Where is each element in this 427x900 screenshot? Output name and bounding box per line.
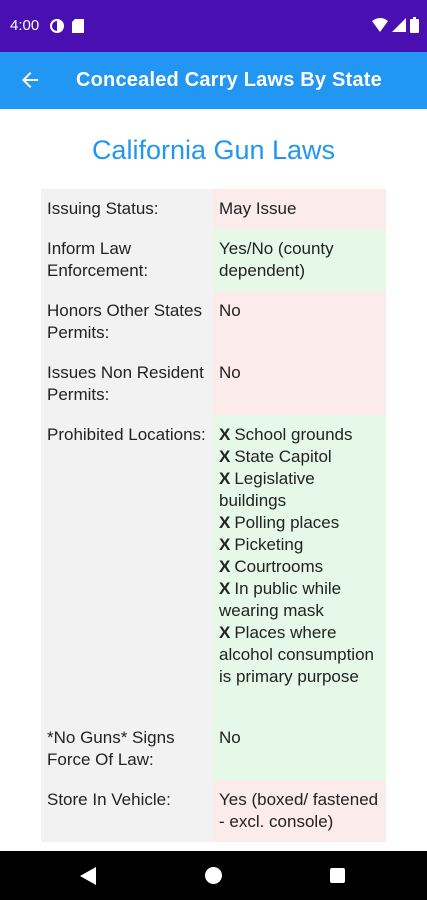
location-text: In public while wearing mask [219, 579, 342, 620]
location-text: Places where alcohol consumption is primary purpose [219, 623, 374, 686]
nav-back-icon[interactable] [80, 867, 96, 885]
law-value: No [213, 353, 386, 415]
navigation-bar [0, 851, 427, 900]
x-mark: X [219, 513, 231, 532]
x-mark: X [219, 447, 231, 466]
battery-icon [410, 17, 419, 33]
x-mark: X [219, 469, 231, 488]
sd-card-icon [72, 19, 84, 33]
location-text: Legislative buildings [219, 469, 315, 510]
list-item [219, 468, 380, 512]
location-text: State Capitol [234, 447, 332, 466]
law-label: Store In Vehicle: [41, 780, 213, 842]
x-mark: X [219, 623, 231, 642]
nav-home-icon[interactable] [205, 867, 222, 884]
list-item [219, 424, 380, 446]
law-row-prohibited-locations [41, 415, 386, 718]
x-mark: X [219, 535, 231, 554]
law-label: Issues Non Resident Permits: [41, 353, 213, 415]
law-label: Issuing Status: [41, 189, 213, 229]
law-row-no-guns-signs [41, 718, 386, 780]
location-text: School grounds [234, 425, 353, 444]
status-bar [0, 0, 427, 52]
signal-icon [392, 18, 406, 32]
list-item [219, 556, 380, 578]
status-time: 4:00 [10, 17, 40, 34]
law-row-honors-permits [41, 291, 386, 353]
x-mark: X [219, 557, 231, 576]
law-label: Honors Other States Permits: [41, 291, 213, 353]
content-scroll-area[interactable] [0, 109, 427, 851]
app-title: Concealed Carry Laws By State [76, 69, 382, 91]
list-item [219, 512, 380, 534]
law-table [41, 189, 386, 842]
list-item [219, 622, 380, 688]
x-mark: X [219, 579, 231, 598]
law-label: Prohibited Locations: [41, 415, 213, 718]
data-saver-icon [50, 19, 64, 33]
law-value: No [213, 718, 386, 780]
law-value: No [213, 291, 386, 353]
list-item [219, 534, 380, 556]
wifi-icon [372, 18, 388, 32]
law-row-inform-law [41, 229, 386, 291]
x-mark: X [219, 425, 231, 444]
law-row-store-in-vehicle [41, 780, 386, 842]
location-text: Picketing [234, 535, 304, 554]
law-value: May Issue [213, 189, 386, 229]
nav-recents-icon[interactable] [330, 868, 345, 883]
law-value: Yes/No (county dependent) [213, 229, 386, 291]
prohibited-locations-list [213, 415, 386, 718]
location-text: Courtrooms [234, 557, 324, 576]
law-label: Inform Law Enforcement: [41, 229, 213, 291]
list-item [219, 578, 380, 622]
law-value: Yes (boxed/ fastened - excl. console) [213, 780, 386, 842]
law-row-non-resident [41, 353, 386, 415]
arrow-back-icon[interactable] [18, 68, 42, 92]
app-bar [0, 52, 427, 109]
law-label: *No Guns* Signs Force Of Law: [41, 718, 213, 780]
list-item [219, 446, 380, 468]
law-row-issuing-status [41, 189, 386, 229]
location-text: Polling places [234, 513, 340, 532]
page-title: California Gun Laws [91, 135, 336, 165]
